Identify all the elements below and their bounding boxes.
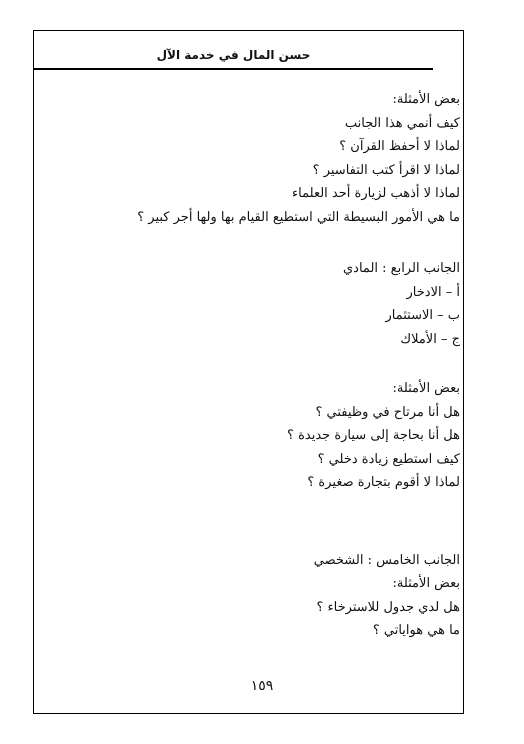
spacer: [120, 495, 460, 549]
section-heading-personal: الجانب الخامس : الشخصي: [313, 552, 460, 568]
section-heading-material: الجانب الرابع : المادي: [343, 261, 460, 276]
page-number: ١٥٩: [250, 678, 274, 694]
spacer: [120, 229, 460, 257]
examples-heading: بعض الأمثلة:: [392, 381, 460, 396]
text-line: هل لدي جدول للاسترخاء ؟: [316, 599, 460, 615]
header-title: حسن المال في خدمة الآل: [156, 48, 311, 62]
examples-heading: بعض الأمثلة:: [392, 576, 460, 591]
text-line: لماذا لا اقرأ كتب التفاسير ؟: [312, 162, 460, 178]
text-line: هل أنا بحاجة إلى سيارة جديدة ؟: [287, 428, 460, 443]
text-line: ما هي الأمور البسيطة التي استطيع القيام بها ولها أجر كبير ؟: [137, 209, 460, 225]
list-item: أ – الادخار: [406, 284, 460, 300]
text-line: لماذا لا أذهب لزيارة أحد العلماء: [292, 186, 460, 201]
spacer: [120, 351, 460, 377]
text-line: كيف استطيع زيادة دخلي ؟: [317, 451, 460, 467]
text-line: ما هي هواياتي ؟: [372, 623, 460, 638]
list-item: ب – الاستثمار: [385, 308, 460, 323]
text-line: هل أنا مرتاح في وظيفتي ؟: [315, 404, 460, 420]
text-line: كيف أنمي هذا الجانب: [344, 115, 460, 131]
text-line: لماذا لا أقوم بتجارة صغيرة ؟: [307, 475, 460, 490]
list-item: ج – الأملاك: [400, 331, 460, 347]
running-header: [33, 42, 433, 70]
text-line: لماذا لا أحفظ القرآن ؟: [339, 139, 460, 154]
page-body: [120, 88, 460, 643]
examples-heading: بعض الأمثلة:: [392, 92, 460, 107]
